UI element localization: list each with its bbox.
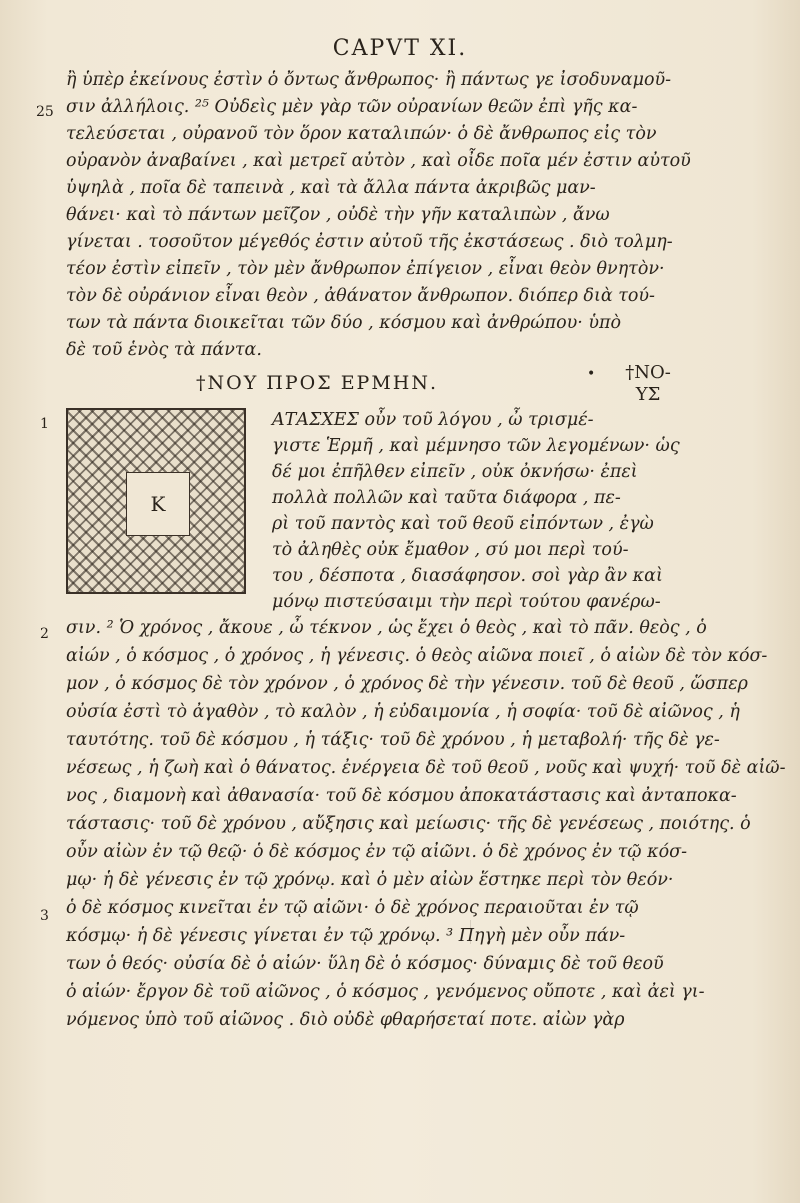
text-line: σιν ἀλλήλοις. ²⁵ Οὐδεὶς μὲν γὰρ τῶν οὐρανίων θεῶν ἐπὶ γῆς κα-: [66, 97, 638, 117]
text-line: νος , διαμονὴ καὶ ἀθανασία· τοῦ δὲ κόσμου ἀποκατάστασις καὶ ἀνταποκα-: [66, 786, 737, 806]
text-line: ρὶ τοῦ παντὸς καὶ τοῦ θεοῦ εἰπόντων , ἐγὼ: [272, 514, 654, 534]
text-line: τάστασις· τοῦ δὲ χρόνου , αὔξησις καὶ μείωσις· τῆς δὲ γενέσεως , ποιότης. ὁ: [66, 814, 751, 834]
text-line: οὖν αἰὼν ἐν τῷ θεῷ· ὁ δὲ κόσμος ἐν τῷ αἰῶνι. ὁ δὲ χρόνος ἐν τῷ κόσ-: [66, 842, 687, 862]
text-line: μον , ὁ κόσμος δὲ τὸν χρόνον , ὁ χρόνος δὲ τὴν γένεσιν. τοῦ δὲ θεοῦ , ὥσπερ: [66, 674, 748, 694]
text-line: των ὁ θεός· οὐσία δὲ ὁ αἰών· ὕλη δὲ ὁ κόσμος· δύναμις δὲ τοῦ θεοῦ: [66, 954, 664, 974]
side-dot: •: [587, 366, 596, 382]
text-line: ὁ δὲ κόσμος κινεῖται ἐν τῷ αἰῶνι· ὁ δὲ χρόνος περαιοῦται ἐν τῷ: [66, 898, 639, 918]
text-line: τέον ἐστὶν εἰπεῖν , τὸν μὲν ἄνθρωπον ἐπίγειον , εἶναι θεὸν θνητὸν·: [66, 259, 665, 279]
text-line: οὐρανὸν ἀναβαίνει , καὶ μετρεῖ αὐτὸν , καὶ οἶδε ποῖα μέν ἐστιν αὐτοῦ: [66, 151, 691, 171]
text-line: ἢ ὑπὲρ ἐκείνους ἐστὶν ὁ ὄντως ἄνθρωπος· ἢ πάντως γε ἰσοδυναμοῦ-: [66, 70, 672, 90]
margin-number-25: 25: [36, 104, 54, 120]
text-line: τὸ ἀληθὲς οὐκ ἔμαθον , σύ μοι περὶ τού-: [272, 540, 629, 560]
margin-number-1: 1: [40, 416, 49, 432]
text-line: μῳ· ἡ δὲ γένεσις ἐν τῷ χρόνῳ. καὶ ὁ μὲν αἰὼν ἕστηκε περὶ τὸν θεόν·: [66, 870, 674, 890]
margin-number-2: 2: [40, 626, 49, 642]
text-line: γίνεται . τοσοῦτον μέγεθός ἐστιν αὐτοῦ τῆς ἐκστάσεως . διὸ τολμη-: [66, 232, 673, 252]
text-line: δέ μοι ἐπῆλθεν εἰπεῖν , οὐκ ὀκνήσω· ἐπεὶ: [272, 462, 638, 482]
text-line: τὸν δὲ οὐράνιον εἶναι θεὸν , ἀθάνατον ἄνθρωπον. διόπερ διὰ τού-: [66, 286, 655, 306]
section-title: †ΝΟΥ ΠΡΟΣ ΕΡΜΗΝ.: [196, 372, 439, 394]
text-line: μόνῳ πιστεύσαιμι τὴν περὶ τούτου φανέρω-: [272, 592, 661, 612]
text-line: του , δέσποτα , διασάφησον. σοὶ γὰρ ἂν καὶ: [272, 566, 663, 586]
text-line: ταυτότης. τοῦ δὲ κόσμου , ἡ τάξις· τοῦ δὲ χρόνου , ἡ μεταβολή· τῆς δὲ γε-: [66, 730, 720, 750]
text-line: οὐσία ἐστὶ τὸ ἀγαθὸν , τὸ καλὸν , ἡ εὐδαιμονία , ἡ σοφία· τοῦ δὲ αἰῶνος , ἡ: [66, 702, 740, 722]
text-line: κόσμῳ· ἡ δὲ γένεσις γίνεται ἐν τῷ χρόνῳ. ³ Πηγὴ μὲν οὖν πάν-: [66, 926, 626, 946]
text-line: ΑΤΑΣΧΕΣ οὖν τοῦ λόγου , ὦ τρισμέ-: [272, 410, 594, 430]
text-line: των τὰ πάντα διοικεῖται τῶν δύο , κόσμου καὶ ἀνθρώπου· ὑπὸ: [66, 313, 622, 333]
text-line: θάνει· καὶ τὸ πάντων μεῖζον , οὐδὲ τὴν γῆν καταλιπὼν , ἄνω: [66, 205, 610, 225]
text-line: νέσεως , ἡ ζωὴ καὶ ὁ θάνατος. ἐνέργεια δὲ τοῦ θεοῦ , νοῦς καὶ ψυχή· τοῦ δὲ αἰῶ-: [66, 758, 786, 778]
text-line: ὁ αἰών· ἔργον δὲ τοῦ αἰῶνος , ὁ κόσμος , γενόμενος οὔποτε , καὶ ἀεὶ γι-: [66, 982, 705, 1002]
page-header: CAPVT XI.: [332, 36, 468, 61]
show-through-mark: [470, 920, 493, 944]
initial-letter: K: [126, 472, 190, 536]
text-line: σιν. ² Ὁ χρόνος , ἄκουε , ὦ τέκνον , ὡς ἔχει ὁ θεὸς , καὶ τὸ πᾶν. θεὸς , ὁ: [66, 618, 707, 638]
text-line: αἰών , ὁ κόσμος , ὁ χρόνος , ἡ γένεσις. ὁ θεὸς αἰῶνα ποιεῖ , ὁ αἰὼν δὲ τὸν κόσ-: [66, 646, 768, 666]
side-note: †ΝΟ- ΥΣ: [625, 362, 671, 405]
text-line: ὑψηλὰ , ποῖα δὲ ταπεινὰ , καὶ τὰ ἄλλα πάντα ἀκριβῶς μαν-: [66, 178, 596, 198]
text-line: τελεύσεται , οὐρανοῦ τὸν ὅρον καταλιπών· ὁ δὲ ἄνθρωπος εἰς τὸν: [66, 124, 657, 144]
text-line-end: δὲ τοῦ ἑνὸς τὰ πάντα.: [66, 340, 262, 360]
decorated-initial: [66, 408, 246, 594]
text-line: γιστε Ἑρμῆ , καὶ μέμνησο τῶν λεγομένων· ὡς: [272, 436, 680, 456]
margin-number-3: 3: [40, 908, 49, 924]
text-line: πολλὰ πολλῶν καὶ ταῦτα διάφορα , πε-: [272, 488, 621, 508]
text-line: νόμενος ὑπὸ τοῦ αἰῶνος . διὸ οὐδὲ φθαρήσεταί ποτε. αἰὼν γὰρ: [66, 1010, 625, 1030]
